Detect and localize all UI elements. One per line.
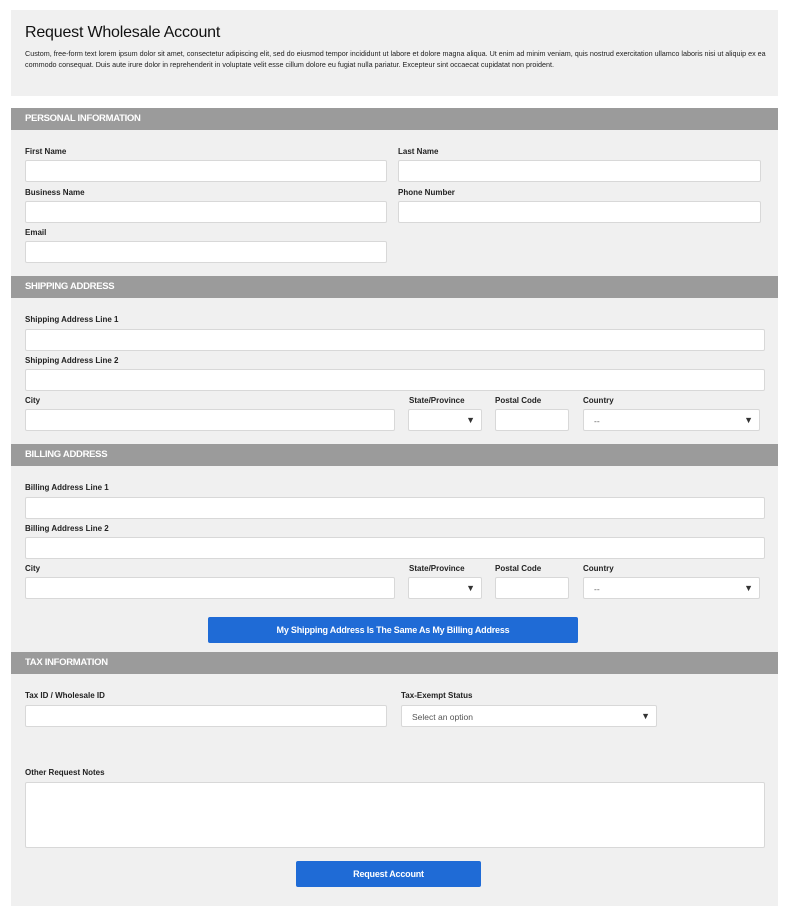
- billing-line2-label: Billing Address Line 2: [25, 524, 109, 533]
- shipping-country-value: --: [594, 416, 600, 426]
- shipping-city-input[interactable]: [25, 409, 395, 431]
- billing-city-input[interactable]: [25, 577, 395, 599]
- business-name-input[interactable]: [25, 201, 387, 223]
- tax-id-input[interactable]: [25, 705, 387, 727]
- billing-postal-label: Postal Code: [495, 564, 542, 573]
- shipping-country-select[interactable]: [583, 409, 760, 431]
- chevron-down-icon: ▼: [744, 415, 753, 425]
- notes-textarea[interactable]: [25, 782, 765, 848]
- billing-line2-input[interactable]: [25, 537, 765, 559]
- chevron-down-icon: ▼: [641, 711, 650, 721]
- shipping-postal-label: Postal Code: [495, 396, 542, 405]
- shipping-line2-input[interactable]: [25, 369, 765, 391]
- shipping-line1-input[interactable]: [25, 329, 765, 351]
- first-name-label: First Name: [25, 147, 67, 156]
- phone-label: Phone Number: [398, 188, 455, 197]
- first-name-input[interactable]: [25, 160, 387, 182]
- chevron-down-icon: ▼: [744, 583, 753, 593]
- business-name-label: Business Name: [25, 188, 85, 197]
- shipping-postal-input[interactable]: [495, 409, 569, 431]
- billing-state-label: State/Province: [409, 564, 465, 573]
- chevron-down-icon: ▼: [466, 583, 475, 593]
- tax-exempt-select[interactable]: [401, 705, 657, 727]
- billing-country-label: Country: [583, 564, 614, 573]
- shipping-line2-label: Shipping Address Line 2: [25, 356, 119, 365]
- page-description: Custom, free-form text lorem ipsum dolor sit amet, consectetur adipiscing elit, sed do eiusmod tempor incididunt ut labore et dolore magna aliqua. Ut enim ad minim veniam, quis nostrud exercitation ullamco laboris nisi ut aliquip ex ea commodo consequat. Duis aute irure dolor in reprehenderit in voluptate velit esse cillum dolore eu fugiat nulla pariatur. Excepteur sint occaecat cupidatat non proident.: [25, 49, 766, 69]
- billing-line1-label: Billing Address Line 1: [25, 483, 109, 492]
- billing-line1-input[interactable]: [25, 497, 765, 519]
- billing-city-label: City: [25, 564, 41, 573]
- section-shipping-address: [11, 276, 778, 298]
- billing-country-value: --: [594, 584, 600, 594]
- shipping-state-select[interactable]: [408, 409, 482, 431]
- section-title: BILLING ADDRESS: [25, 449, 108, 460]
- phone-input[interactable]: [398, 201, 761, 223]
- header-panel: [11, 10, 778, 96]
- notes-label: Other Request Notes: [25, 768, 105, 777]
- tax-exempt-label: Tax-Exempt Status: [401, 691, 473, 700]
- billing-state-select[interactable]: [408, 577, 482, 599]
- tax-exempt-value: Select an option: [412, 712, 473, 722]
- shipping-line1-label: Shipping Address Line 1: [25, 315, 119, 324]
- shipping-country-label: Country: [583, 396, 614, 405]
- tax-id-label: Tax ID / Wholesale ID: [25, 691, 105, 700]
- request-account-button[interactable]: Request Account: [296, 861, 481, 887]
- same-address-button[interactable]: My Shipping Address Is The Same As My Billing Address: [208, 617, 578, 643]
- section-title: TAX INFORMATION: [25, 657, 108, 668]
- last-name-label: Last Name: [398, 147, 439, 156]
- billing-country-select[interactable]: [583, 577, 760, 599]
- shipping-city-label: City: [25, 396, 41, 405]
- section-billing-address: [11, 444, 778, 466]
- section-tax-information: [11, 652, 778, 674]
- email-input[interactable]: [25, 241, 387, 263]
- chevron-down-icon: ▼: [466, 415, 475, 425]
- last-name-input[interactable]: [398, 160, 761, 182]
- billing-postal-input[interactable]: [495, 577, 569, 599]
- section-title: SHIPPING ADDRESS: [25, 281, 115, 292]
- shipping-state-label: State/Province: [409, 396, 465, 405]
- email-label: Email: [25, 228, 47, 237]
- section-title: PERSONAL INFORMATION: [25, 113, 141, 124]
- section-personal-information: [11, 108, 778, 130]
- page-title: Request Wholesale Account: [25, 24, 221, 41]
